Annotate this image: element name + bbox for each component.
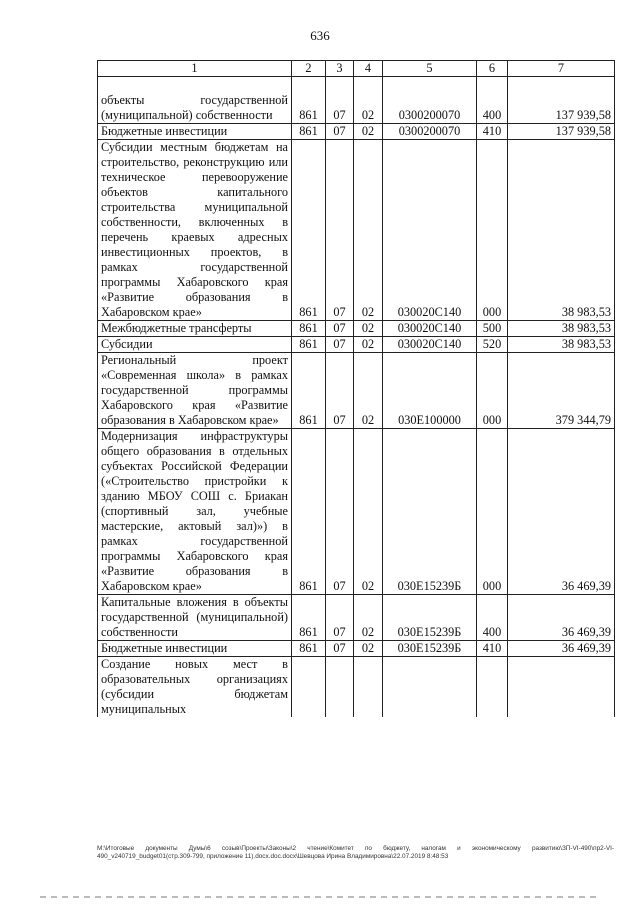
row-subsection: 02 [354,337,383,353]
row-expense-type: 000 [477,140,508,321]
header-col-3: 3 [326,61,354,77]
row-subsection: 02 [354,321,383,337]
row-code: 861 [292,77,326,124]
row-section: 07 [326,337,354,353]
row-description: Межбюджетные трансферты [98,321,292,337]
row-expense-type: 400 [477,77,508,124]
row-subsection: 02 [354,140,383,321]
table-row [98,429,615,595]
page-number: 636 [310,28,330,43]
row-code: 861 [292,124,326,140]
row-code [292,657,326,718]
row-expense-type: 400 [477,595,508,641]
row-target-article: 030Е15239Б [383,641,477,657]
header-col-5: 5 [383,61,477,77]
table-row [98,641,615,657]
document-file-path: M:\Итоговые документы Думы\6 созыв\Проекты\Законы\2 чтение\Комитет по бюджету, налогам и экономическому развитию\ЗП-VI-490\пр2-VI-490_v240719_budget01(стр.309-799, приложение 11).docx.doc.docx\Шевцова Ирина Владимировна\22.07.2019 8:48:53 [97,845,614,860]
row-expense-type [477,657,508,718]
row-code: 861 [292,140,326,321]
row-code: 861 [292,337,326,353]
row-section [326,657,354,718]
row-section: 07 [326,641,354,657]
row-amount: 137 939,58 [508,124,615,140]
row-subsection [354,657,383,718]
row-target-article: 030020С140 [383,337,477,353]
row-subsection: 02 [354,429,383,595]
table-row [98,124,615,140]
budget-table [97,60,615,717]
header-col-4: 4 [354,61,383,77]
header-col-7: 7 [508,61,615,77]
table-row [98,140,615,321]
header-col-1: 1 [98,61,292,77]
table-row [98,337,615,353]
row-amount: 379 344,79 [508,353,615,429]
row-description: Модернизация инфраструктуры общего образования в отдельных субъектах Российской Федерации («Строительство пристройки к зданию МБОУ СОШ с. Бриакан (спортивный зал, учебные мастерские, актовый зал)») в рамках государственной программы Хабаровского края «Развитие образования в Хабаровском крае» [98,429,292,595]
table-row [98,77,615,124]
row-section: 07 [326,77,354,124]
row-expense-type: 000 [477,429,508,595]
row-section: 07 [326,353,354,429]
row-section: 07 [326,321,354,337]
row-code: 861 [292,429,326,595]
row-target-article: 030020С140 [383,321,477,337]
row-subsection: 02 [354,595,383,641]
row-code: 861 [292,353,326,429]
row-expense-type: 500 [477,321,508,337]
scan-artifact-line [40,896,600,898]
row-section: 07 [326,429,354,595]
row-target-article: 030Е100000 [383,353,477,429]
row-amount: 36 469,39 [508,429,615,595]
row-code: 861 [292,321,326,337]
row-subsection: 02 [354,641,383,657]
row-description: объекты государственной (муниципальной) собственности [98,77,292,124]
table-row [98,657,615,718]
row-description: Бюджетные инвестиции [98,124,292,140]
row-section: 07 [326,124,354,140]
row-amount: 36 469,39 [508,595,615,641]
row-subsection: 02 [354,77,383,124]
row-target-article: 0300200070 [383,77,477,124]
row-description: Бюджетные инвестиции [98,641,292,657]
row-expense-type: 410 [477,124,508,140]
row-subsection: 02 [354,353,383,429]
row-section: 07 [326,140,354,321]
row-description: Создание новых мест в образовательных организациях (субсидии бюджетам муниципальных [98,657,292,718]
row-subsection: 02 [354,124,383,140]
row-description: Капитальные вложения в объекты государственной (муниципальной) собственности [98,595,292,641]
row-amount: 38 983,53 [508,337,615,353]
row-amount [508,657,615,718]
table-header-row [98,61,615,77]
row-section: 07 [326,595,354,641]
row-expense-type: 520 [477,337,508,353]
row-target-article [383,657,477,718]
row-description: Региональный проект «Современная школа» в рамках государственной программы Хабаровского края «Развитие образования в Хабаровском крае» [98,353,292,429]
row-code: 861 [292,595,326,641]
row-expense-type: 000 [477,353,508,429]
row-amount: 38 983,53 [508,321,615,337]
row-description: Субсидии местным бюджетам на строительство, реконструкцию или техническое перевооружение объектов капитального строительства муниципальной собственности, включенных в перечень краевых адресных инвестиционных проектов, в рамках государственной программы Хабаровского края «Развитие образования в Хабаровском крае» [98,140,292,321]
row-description: Субсидии [98,337,292,353]
table-row [98,321,615,337]
row-target-article: 030Е15239Б [383,429,477,595]
row-amount: 36 469,39 [508,641,615,657]
row-target-article: 0300200070 [383,124,477,140]
row-code: 861 [292,641,326,657]
header-col-2: 2 [292,61,326,77]
row-expense-type: 410 [477,641,508,657]
table-row [98,353,615,429]
table-row [98,595,615,641]
row-target-article: 030Е15239Б [383,595,477,641]
row-target-article: 030020С140 [383,140,477,321]
row-amount: 137 939,58 [508,77,615,124]
header-col-6: 6 [477,61,508,77]
row-amount: 38 983,53 [508,140,615,321]
